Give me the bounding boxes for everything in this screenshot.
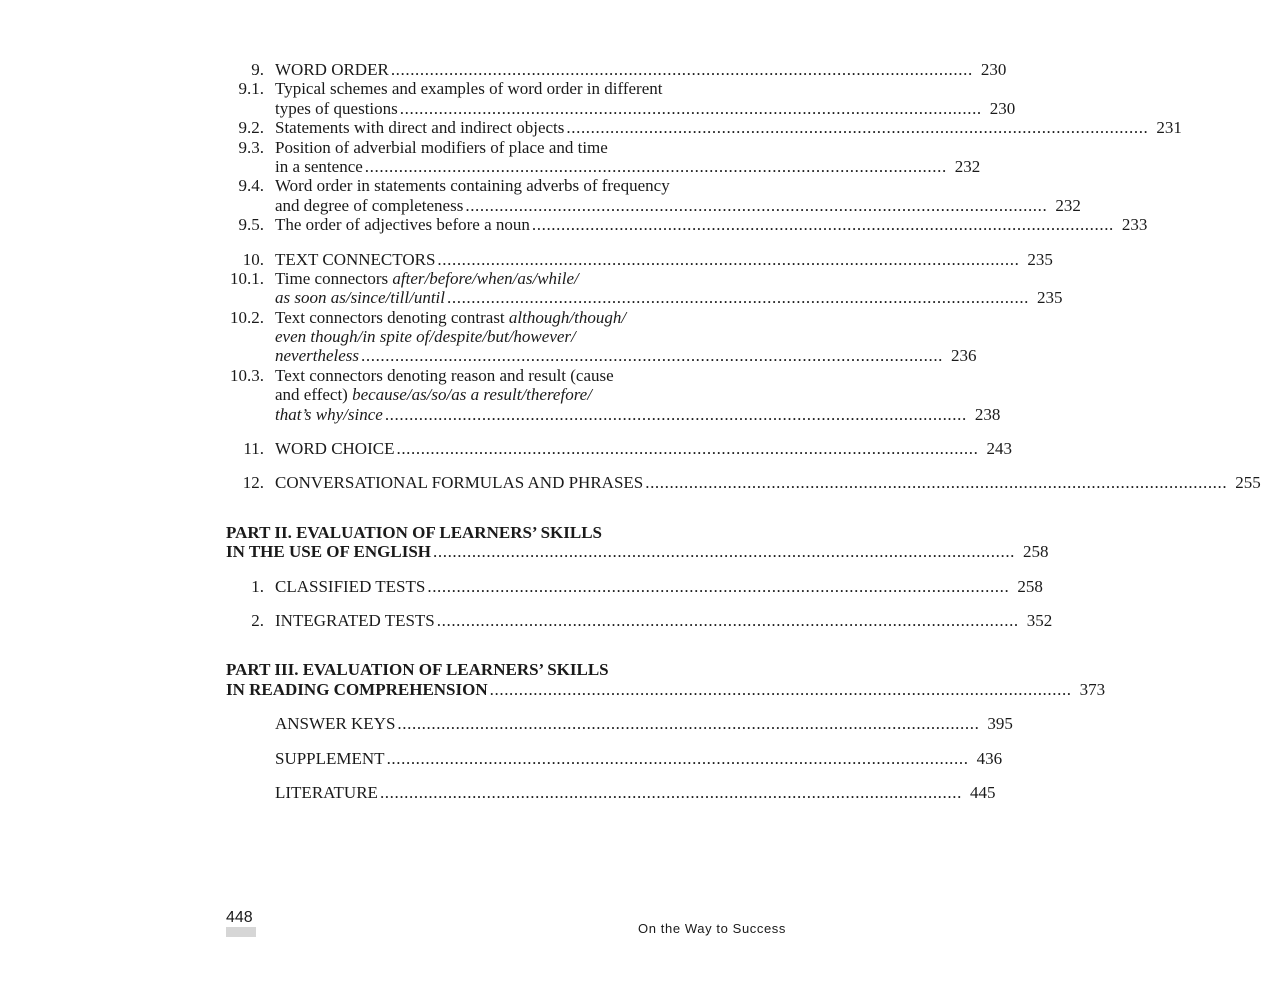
toc-page: 258 [1023, 542, 1049, 562]
toc-page: 445 [969, 782, 996, 802]
toc-title: TEXT CONNECTORS [275, 249, 436, 269]
toc-page: 395 [987, 714, 1013, 734]
toc-leader: ........................................................................................................................ [386, 748, 969, 768]
toc-part-title: PART III. EVALUATION OF LEARNERS’ SKILLS [226, 660, 609, 680]
toc-entry-10-3 [226, 365, 1001, 424]
toc-number: 9.5. [238, 215, 264, 235]
toc-entry-p2-2 [226, 610, 1053, 630]
toc-number: 10.3. [230, 365, 264, 385]
toc-page: 236 [951, 346, 977, 366]
toc-page: 352 [1026, 610, 1053, 630]
toc-number: 11. [243, 439, 264, 459]
toc-number: 9.1. [238, 79, 264, 99]
toc-leader: ........................................................................................................................ [396, 439, 979, 459]
toc-page: 258 [1017, 576, 1043, 596]
toc-entry-9-5 [226, 215, 1148, 235]
toc-page: 232 [1055, 195, 1081, 215]
toc-title-cont: types of questions [275, 98, 398, 118]
toc-leader: ........................................................................................................................ [361, 346, 944, 366]
toc-leader: ........................................................................................................................ [397, 714, 980, 734]
toc-entry-9 [226, 60, 1007, 79]
toc-leader: ........................................................................................................................ [436, 610, 1019, 630]
toc-title: Text connectors denoting contrast although/though/ [275, 307, 627, 327]
toc-entry-supplement [226, 748, 1003, 768]
running-footer-title: On the Way to Success [638, 921, 786, 936]
toc-title: Text connectors denoting reason and result (cause [275, 365, 614, 385]
toc-entry-9-4 [226, 176, 1081, 215]
toc-entry-9-1 [226, 79, 1016, 118]
toc-number: 10.2. [230, 307, 264, 327]
toc-title-cont: nevertheless [275, 346, 360, 366]
toc-title-cont: even though/in spite of/despite/but/however/ [275, 327, 576, 347]
toc-leader: ........................................................................................................................ [447, 288, 1030, 308]
toc-title-cont: that’s why/since [275, 404, 383, 424]
toc-part-title-cont: IN READING COMPREHENSION [226, 679, 488, 699]
toc-title-cont: as soon as/since/till/until [275, 288, 446, 308]
toc-page: 233 [1121, 215, 1148, 235]
toc-part-title: PART II. EVALUATION OF LEARNERS’ SKILLS [226, 522, 603, 542]
toc-leader: ........................................................................................................................ [364, 156, 947, 176]
toc-entry-9-2 [226, 118, 1182, 138]
toc-title: Typical schemes and examples of word order in different [275, 79, 663, 99]
toc-leader: ........................................................................................................................ [465, 195, 1048, 215]
toc-leader: ........................................................................................................................ [531, 215, 1114, 235]
toc-entry-11 [226, 439, 1012, 459]
toc-title: WORD ORDER [275, 60, 389, 79]
toc-page: 235 [1027, 249, 1053, 269]
toc-part-2 [226, 522, 1049, 562]
toc-title-cont: in a sentence [275, 156, 363, 176]
toc-entry-literature [226, 782, 996, 802]
toc-leader: ........................................................................................................................ [384, 404, 967, 424]
toc-leader: ........................................................................................................................ [645, 473, 1228, 493]
toc-leader: ........................................................................................................................ [437, 249, 1020, 269]
toc-page: 232 [954, 156, 981, 176]
toc-leader: ........................................................................................................................ [427, 576, 1010, 596]
toc-leader: ........................................................................................................................ [489, 679, 1072, 699]
toc-title: ANSWER KEYS [275, 714, 396, 734]
toc-title: The order of adjectives before a noun [275, 215, 530, 235]
toc-title: SUPPLEMENT [275, 748, 385, 768]
toc-title: WORD CHOICE [275, 439, 395, 459]
toc-title: Statements with direct and indirect objects [275, 118, 565, 138]
toc-number: 2. [251, 610, 264, 630]
toc-number: 10.1. [230, 268, 264, 288]
toc-page: 238 [974, 404, 1001, 424]
toc-title: CLASSIFIED TESTS [275, 576, 426, 596]
toc-title: CONVERSATIONAL FORMULAS AND PHRASES [275, 473, 644, 493]
page-number [226, 909, 256, 937]
toc-page: 230 [980, 60, 1007, 79]
toc-entry-10-2 [226, 307, 977, 366]
toc-leader: ........................................................................................................................ [390, 60, 973, 79]
toc-entry-9-3 [226, 137, 981, 177]
page-number-bar [226, 927, 256, 937]
toc-title-cont: and degree of completeness [275, 195, 464, 215]
toc-number: 9. [251, 60, 264, 79]
toc-title: Time connectors after/before/when/as/while/ [275, 268, 579, 288]
toc-title-cont: and effect) because/as/so/as a result/therefore/ [275, 385, 592, 405]
toc-number: 9.2. [238, 118, 264, 138]
toc-page: 255 [1235, 473, 1261, 493]
toc-leader: ........................................................................................................................ [399, 98, 982, 118]
toc-number: 9.4. [238, 176, 264, 196]
toc-number: 12. [242, 473, 264, 493]
toc-page: 230 [989, 98, 1016, 118]
toc-entry-12 [226, 473, 1261, 493]
toc-page: 436 [976, 748, 1003, 768]
toc-entry-10 [226, 249, 1053, 269]
toc-title: LITERATURE [275, 782, 378, 802]
toc-page: 373 [1079, 679, 1106, 699]
toc-entry-answer-keys [226, 714, 1013, 734]
toc-leader: ........................................................................................................................ [566, 118, 1149, 138]
toc-number: 1. [251, 576, 264, 596]
toc-entry-10-1 [226, 268, 1063, 308]
toc-part-3 [226, 660, 1106, 699]
toc-page: 243 [986, 439, 1012, 459]
toc-leader: ........................................................................................................................ [433, 542, 1016, 562]
toc-part-title-cont: IN THE USE OF ENGLISH [226, 542, 432, 562]
toc-title: Position of adverbial modifiers of place and time [275, 137, 608, 157]
toc-number: 9.3. [238, 137, 264, 157]
toc-title: INTEGRATED TESTS [275, 610, 435, 630]
toc-page: 231 [1156, 118, 1182, 138]
page-number-text: 448 [226, 909, 253, 926]
toc-number: 10. [242, 249, 264, 269]
table-of-contents [226, 60, 1261, 802]
toc-entry-p2-1 [226, 576, 1043, 596]
toc-title: Word order in statements containing adverbs of frequency [275, 176, 670, 196]
toc-leader: ........................................................................................................................ [379, 782, 962, 802]
toc-page: 235 [1037, 288, 1063, 308]
